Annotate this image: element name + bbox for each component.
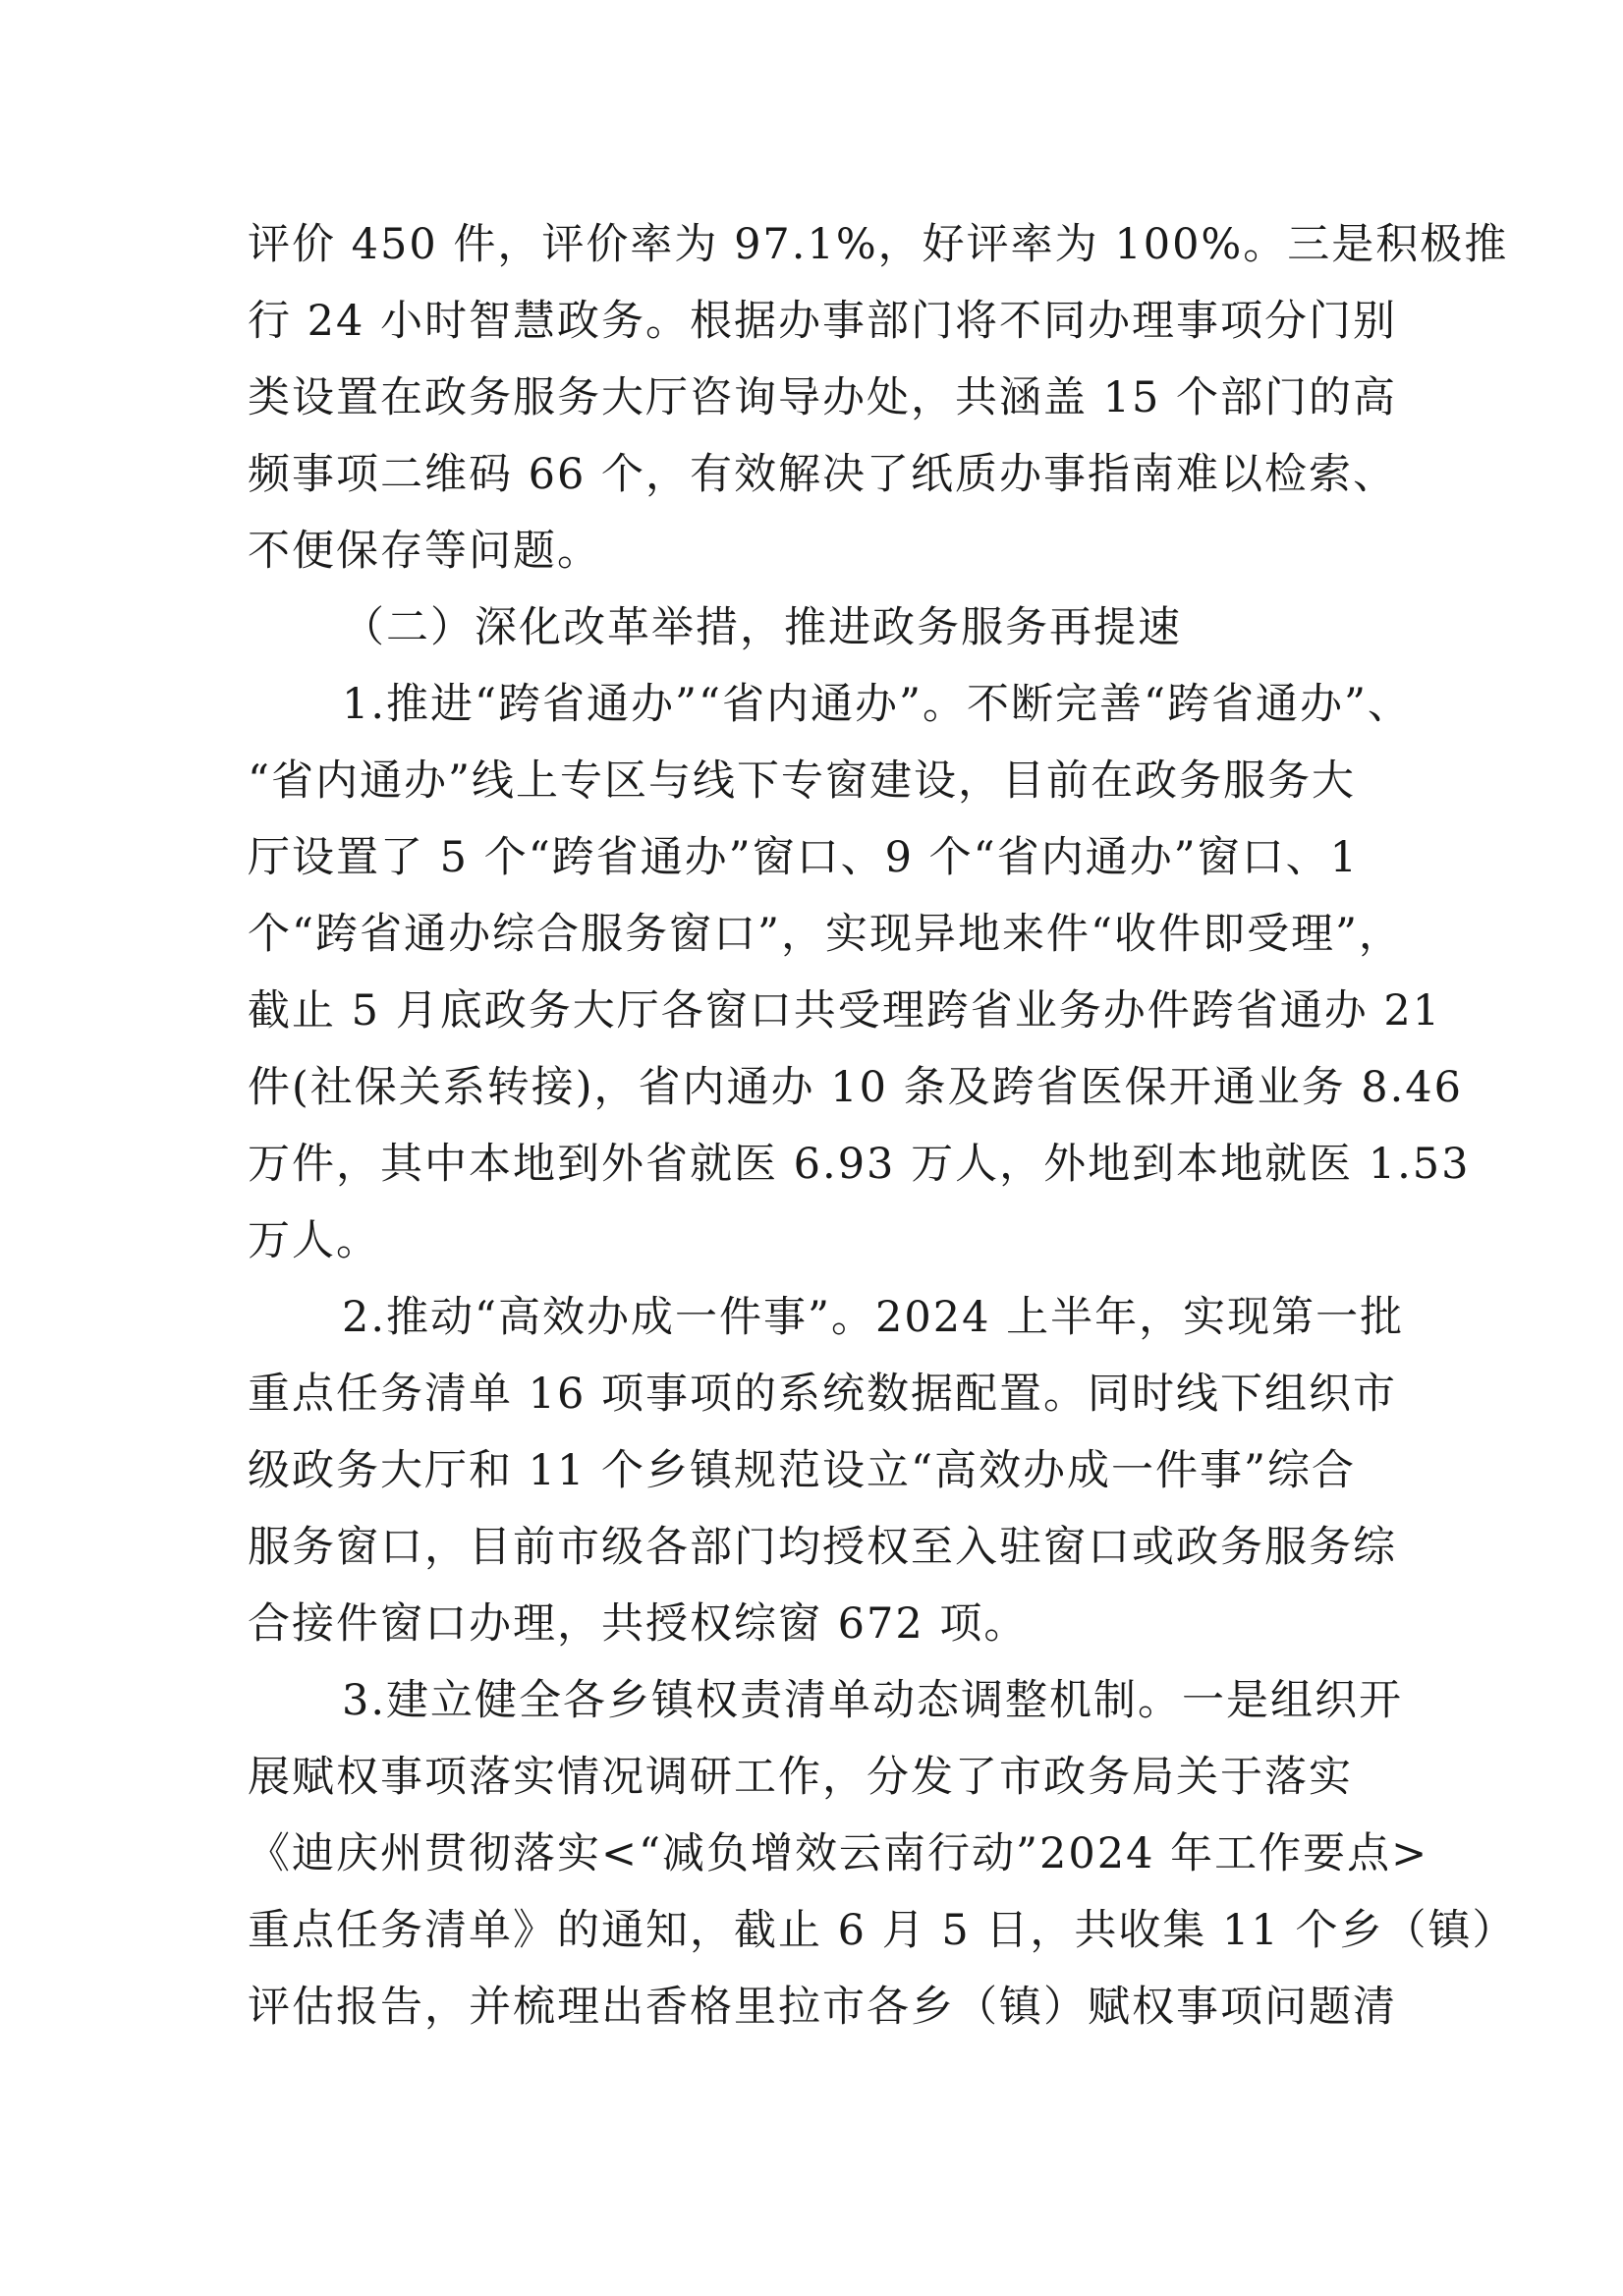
- text-line: 1.推进“跨省通办”“省内通办”。不断完善“跨省通办”、: [342, 680, 1412, 729]
- text-line: 服务窗口，目前市级各部门均授权至入驻窗口或政务服务综: [248, 1523, 1397, 1572]
- text-line: 级政务大厅和 11 个乡镇规范设立“高效办成一件事”综合: [248, 1446, 1357, 1495]
- text-line: 频事项二维码 66 个，有效解决了纸质办事指南难以检索、: [248, 450, 1398, 499]
- text-line: 合接件窗口办理，共授权综窗 672 项。: [248, 1599, 1029, 1649]
- text-line: 重点任务清单 16 项事项的系统数据配置。同时线下组织市: [248, 1370, 1398, 1419]
- text-line: 件(社保关系转接)，省内通办 10 条及跨省医保开通业务 8.46: [248, 1063, 1464, 1112]
- document-body: [248, 206, 1517, 2045]
- text-line: 3.建立健全各乡镇权责清单动态调整机制。一是组织开: [342, 1676, 1404, 1725]
- text-line: 展赋权事项落实情况调研工作，分发了市政务局关于落实: [248, 1753, 1353, 1802]
- text-line: 万人。: [248, 1216, 380, 1265]
- text-line: 类设置在政务服务大厅咨询导办处，共涵盖 15 个部门的高: [248, 373, 1398, 422]
- text-line: 评价 450 件，评价率为 97.1%，好评率为 100%。三是积极推: [248, 220, 1509, 269]
- text-line: 2.推动“高效办成一件事”。2024 上半年，实现第一批: [342, 1293, 1405, 1342]
- text-line: 不便保存等问题。: [248, 527, 601, 576]
- section-heading: [248, 589, 1377, 666]
- heading-text: （二）深化改革举措，推进政务服务再提速: [342, 603, 1182, 652]
- text-line: 《迪庆州贯彻落实<“减负增效云南行动”2024 年工作要点>: [248, 1829, 1429, 1878]
- text-line: 行 24 小时智慧政务。根据办事部门将不同办理事项分门别: [248, 297, 1398, 346]
- text-line: 评估报告，并梳理出香格里拉市各乡（镇）赋权事项问题清: [248, 1983, 1397, 2032]
- text-line: 厅设置了 5 个“跨省通办”窗口、9 个“省内通办”窗口、1: [248, 833, 1360, 882]
- paragraph: [248, 666, 1471, 1279]
- text-line: “省内通办”线上专区与线下专窗建设，目前在政务服务大: [248, 756, 1356, 806]
- paragraph-continued: [248, 206, 1509, 589]
- paragraph: [248, 1662, 1517, 2045]
- text-line: 重点任务清单》的通知，截止 6 月 5 日，共收集 11 个乡（镇）: [248, 1906, 1517, 1955]
- paragraph: [248, 1279, 1405, 1662]
- text-line: 个“跨省通办综合服务窗口”，实现异地来件“收件即受理”，: [248, 910, 1403, 959]
- text-line: 截止 5 月底政务大厅各窗口共受理跨省业务办件跨省通办 21: [248, 986, 1442, 1036]
- text-line: 万件，其中本地到外省就医 6.93 万人，外地到本地就医 1.53: [248, 1140, 1471, 1189]
